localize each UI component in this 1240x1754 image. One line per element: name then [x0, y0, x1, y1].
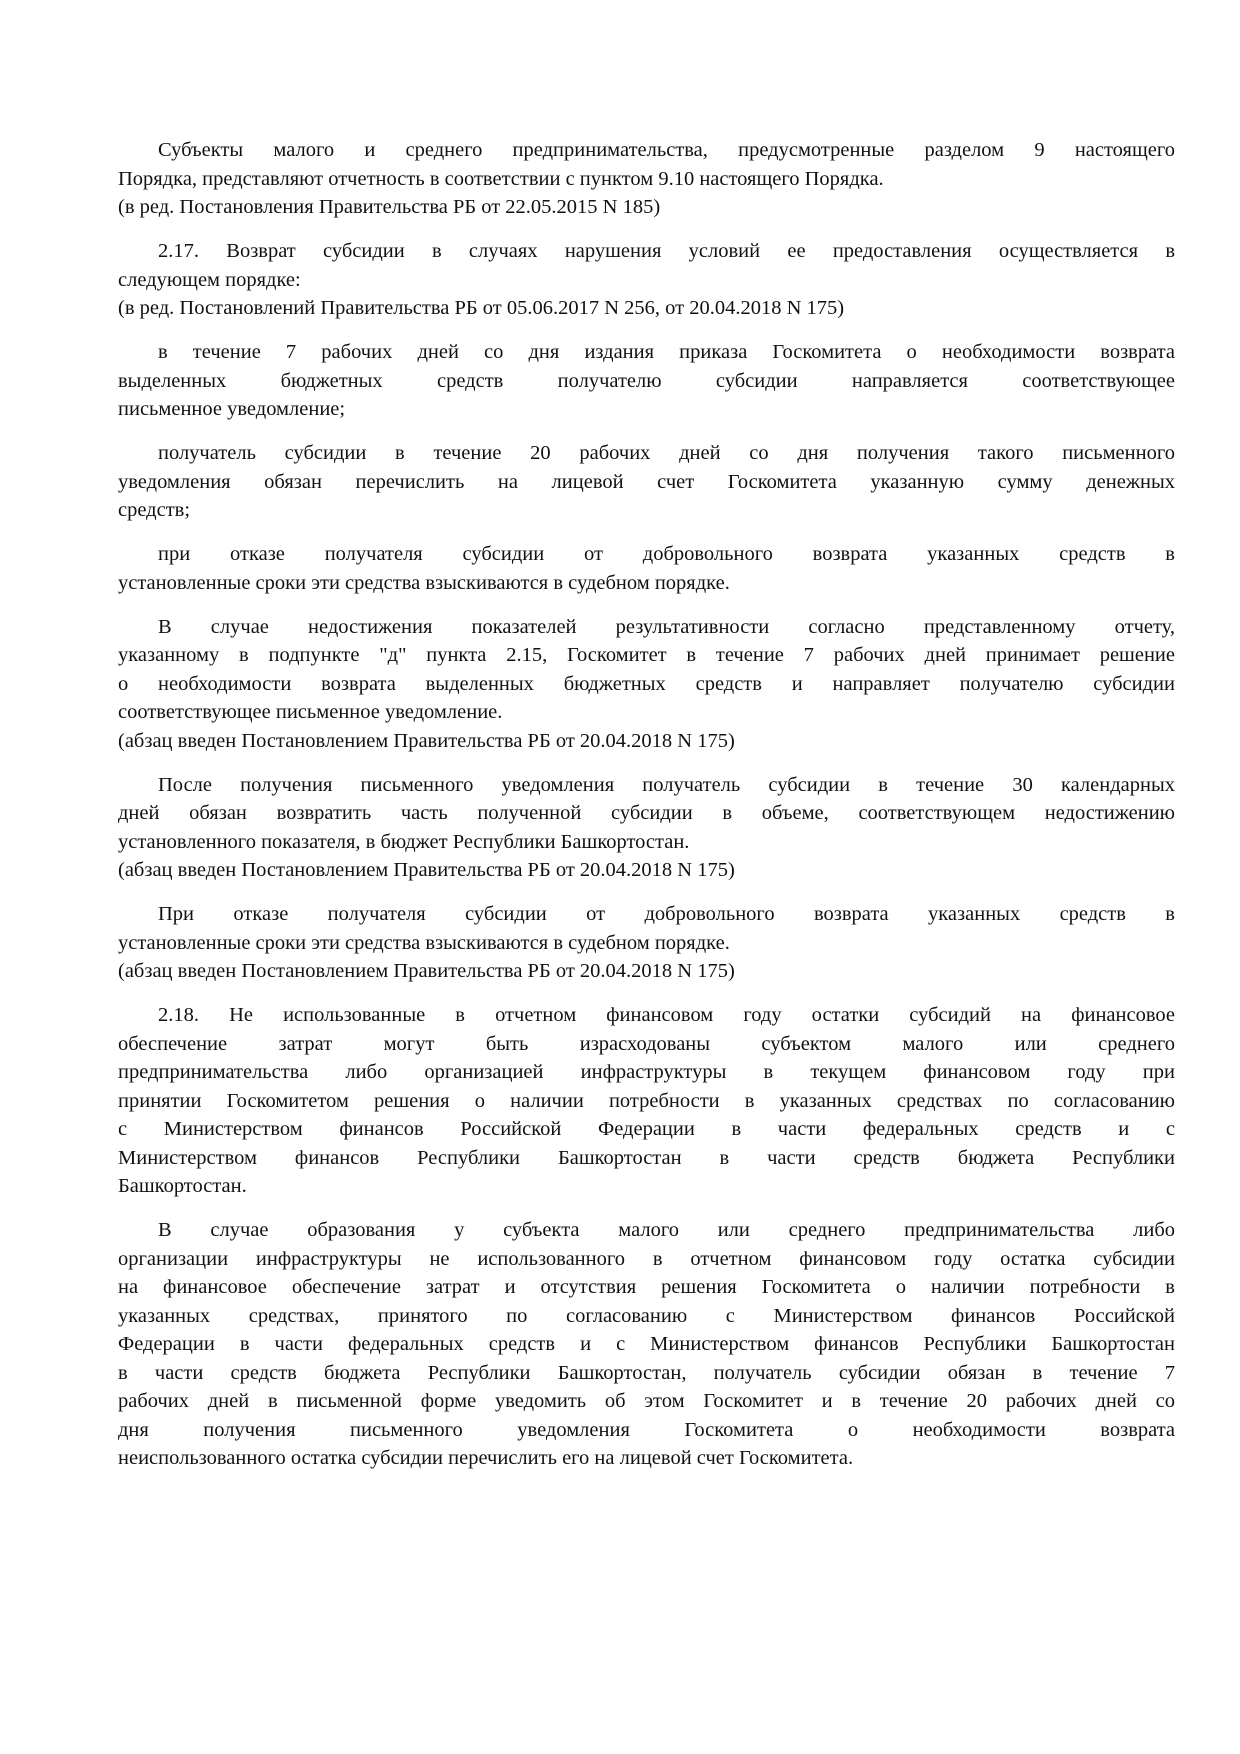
paragraph-line: Субъекты малого и среднего предпринимательства, предусмотренные разделом 9 настоящего [158, 139, 1175, 161]
paragraph-line: получатель субсидии в течение 20 рабочих дней со дня получения такого письменного [158, 442, 1175, 464]
paragraph-line: 2.18. Не использованные в отчетном финансовом году остатки субсидий на финансовое [158, 1004, 1175, 1026]
paragraph-line: неиспользованного остатка субсидии перечислить его на лицевой счет Госкомитета. [118, 1447, 854, 1469]
paragraph [118, 771, 1175, 885]
paragraph-line: с Министерством финансов Российской Федерации в части федеральных средств и с [118, 1118, 1175, 1140]
paragraph [118, 237, 1175, 323]
paragraph-line: Башкортостан. [118, 1175, 247, 1197]
amendment-note: (в ред. Постановления Правительства РБ от 22.05.2015 N 185) [118, 196, 661, 218]
paragraph [118, 540, 1175, 597]
paragraph [118, 338, 1175, 424]
paragraph-line: рабочих дней в письменной форме уведомить об этом Госкомитет и в течение 20 рабочих дней со [118, 1390, 1175, 1412]
paragraph [118, 900, 1175, 986]
paragraph [118, 613, 1175, 756]
amendment-note: (абзац введен Постановлением Правительства РБ от 20.04.2018 N 175) [118, 859, 735, 881]
paragraph-line: 2.17. Возврат субсидии в случаях нарушения условий ее предоставления осуществляется в [158, 240, 1175, 262]
paragraph-line: в части средств бюджета Республики Башкортостан, получатель субсидии обязан в течение 7 [118, 1361, 1175, 1384]
paragraph-line: соответствующее письменное уведомление. [118, 701, 503, 723]
paragraph [118, 1216, 1175, 1473]
paragraph-line: В случае образования у субъекта малого или среднего предпринимательства либо [158, 1219, 1175, 1241]
paragraph-line: при отказе получателя субсидии от добровольного возврата указанных средств в [158, 543, 1175, 565]
paragraph-line: указанных средствах, принятого по согласованию с Министерством финансов Российской [118, 1304, 1175, 1327]
paragraph-line: следующем порядке: [118, 268, 301, 291]
paragraph-line: Министерством финансов Республики Башкортостан в части средств бюджета Республики [118, 1146, 1175, 1169]
document-page [118, 136, 1175, 1488]
paragraph-line: средств; [118, 499, 191, 521]
amendment-note: (в ред. Постановлений Правительства РБ от 05.06.2017 N 256, от 20.04.2018 N 175) [118, 297, 845, 319]
paragraph-line: Порядка, представляют отчетность в соответствии с пунктом 9.10 настоящего Порядка. [118, 167, 884, 190]
paragraph-line: установленные сроки эти средства взыскиваются в судебном порядке. [118, 571, 730, 594]
amendment-note: (абзац введен Постановлением Правительства РБ от 20.04.2018 N 175) [118, 960, 735, 982]
paragraph [118, 1001, 1175, 1201]
paragraph-line: В случае недостижения показателей результативности согласно представленному отчету, [158, 615, 1175, 638]
paragraph-line: на финансовое обеспечение затрат и отсутствия решения Госкомитета о наличии потребности в [118, 1276, 1175, 1298]
paragraph-line: установленные сроки эти средства взыскиваются в судебном порядке. [118, 931, 730, 954]
paragraph-line: письменное уведомление; [118, 398, 346, 420]
paragraph-line: После получения письменного уведомления получатель субсидии в течение 30 календарных [158, 773, 1175, 796]
paragraph-line: установленного показателя, в бюджет Республики Башкортостан. [118, 830, 690, 853]
paragraph-line: дней обязан возвратить часть полученной субсидии в объеме, соответствующем недостижению [118, 802, 1175, 824]
amendment-note: (абзац введен Постановлением Правительства РБ от 20.04.2018 N 175) [118, 729, 735, 752]
paragraph-line: дня получения письменного уведомления Госкомитета о необходимости возврата [118, 1418, 1175, 1441]
paragraph-line: в течение 7 рабочих дней со дня издания приказа Госкомитета о необходимости возврата [158, 341, 1175, 363]
paragraph-line: Федерации в части федеральных средств и с Министерством финансов Республики Башкортостан [118, 1333, 1175, 1355]
paragraph-line: При отказе получателя субсидии от добровольного возврата указанных средств в [158, 903, 1175, 925]
paragraph [118, 136, 1175, 222]
paragraph-line: предпринимательства либо организацией инфраструктуры в текущем финансовом году при [118, 1061, 1175, 1083]
paragraph-line: уведомления обязан перечислить на лицевой счет Госкомитета указанную сумму денежных [118, 470, 1175, 493]
paragraph-line: выделенных бюджетных средств получателю субсидии направляется соответствующее [118, 369, 1175, 392]
paragraph-line: организации инфраструктуры не использованного в отчетном финансовом году остатка субсидии [118, 1247, 1175, 1270]
paragraph [118, 439, 1175, 525]
paragraph-line: принятии Госкомитетом решения о наличии потребности в указанных средствах по согласованию [118, 1089, 1175, 1112]
paragraph-line: указанному в подпункте "д" пункта 2.15, Госкомитет в течение 7 рабочих дней принимает решение [118, 644, 1175, 666]
paragraph-line: о необходимости возврата выделенных бюджетных средств и направляет получателю субсидии [118, 672, 1175, 695]
paragraph-line: обеспечение затрат могут быть израсходованы субъектом малого или среднего [118, 1032, 1175, 1055]
